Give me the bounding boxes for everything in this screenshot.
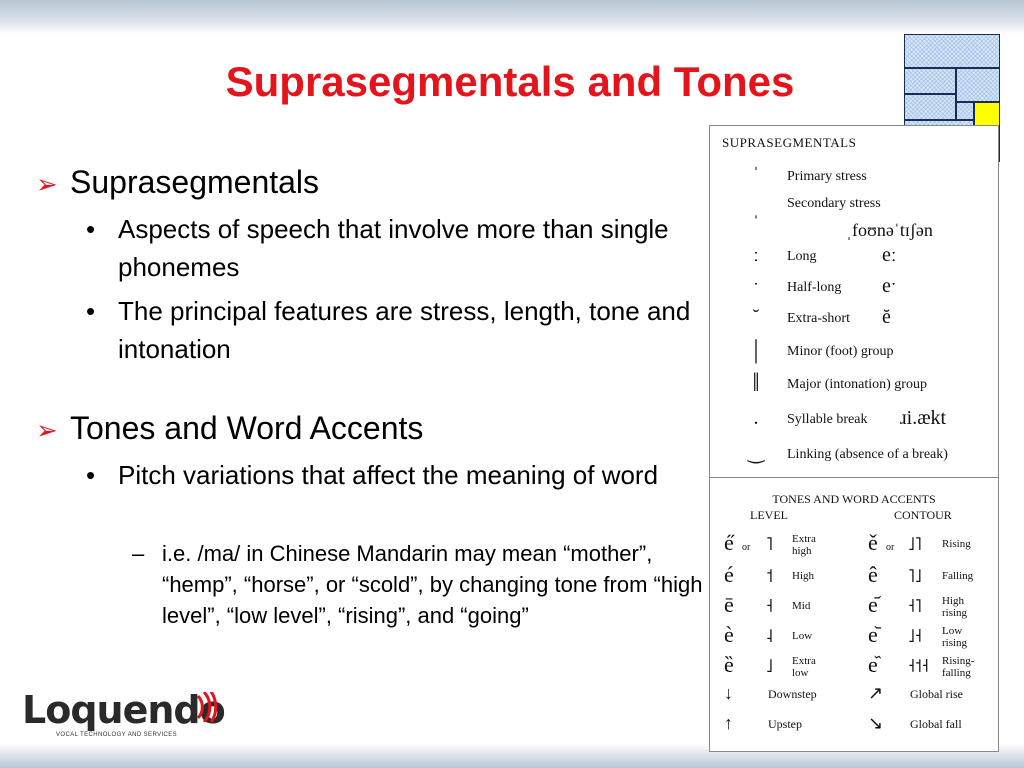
dot-bullet-icon: • xyxy=(86,214,96,244)
supr-row: ː Long eː xyxy=(753,244,897,266)
tone-row: e̋ or ˥ Extra high ě or ˩˥ Rising xyxy=(724,530,971,557)
tones-header: TONES AND WORD ACCENTS xyxy=(772,492,936,506)
sound-waves-icon xyxy=(194,692,224,722)
loquendo-logo xyxy=(22,688,225,744)
supr-row: ˈ Primary stress xyxy=(752,164,867,186)
downstep-icon: ↓ xyxy=(724,683,733,703)
sub-bullet: • Pitch variations that affect the meaning of word xyxy=(86,456,706,494)
suprasegmentals-header: SUPRASEGMENTALS xyxy=(722,135,857,150)
supr-row: ˑ Half-long eˑ xyxy=(753,275,897,297)
section-divider xyxy=(710,477,998,478)
global-fall-icon: ↘ xyxy=(868,713,884,733)
ipa-chart xyxy=(709,125,999,752)
supr-row: | Minor (foot) group xyxy=(753,335,894,364)
tone-row: ē ˧ Mid e᷄ ˧˥ High rising xyxy=(724,592,968,619)
level-header: LEVEL xyxy=(750,508,788,522)
logo-wordmark: Loquendo xyxy=(22,688,225,732)
supr-row: . Syllable break ɹi.ækt xyxy=(753,407,947,429)
arrow-row: ↑ Upstep ↘ Global fall xyxy=(724,713,962,733)
dash-bullet: – xyxy=(132,541,145,566)
bullet-suprasegmentals: ➢ Suprasegmentals xyxy=(36,162,319,204)
arrow-bullet-icon: ➢ xyxy=(36,415,58,445)
supr-row: ˌ Secondary stress ˌfoʊnəˈtɪʃən xyxy=(752,196,933,240)
contour-header: CONTOUR xyxy=(894,508,952,522)
sub-sub-bullet: – i.e. /ma/ in Chinese Mandarin may mean “mother”, “hemp”, “horse”, or “scold”, by changing tone from “high level”, “low level”, “rising”, and “going” xyxy=(132,538,722,631)
dot-bullet-icon: • xyxy=(86,296,96,326)
tone-row: è ˨ Low e᷅ ˩˧ Low rising xyxy=(724,622,968,649)
upstep-icon: ↑ xyxy=(724,713,733,733)
sub-bullet: • Aspects of speech that involve more than single phonemes xyxy=(86,210,706,286)
slide-title: Suprasegmentals and Tones xyxy=(225,58,795,105)
logo-tagline: VOCAL TECHNOLOGY AND SERVICES xyxy=(56,732,178,738)
tone-row: é ˦ High ê ˥˩ Falling xyxy=(724,562,974,587)
tone-row: ȅ ˩ Extra low e᷈ ˧˦˧ Rising-falling xyxy=(724,652,975,679)
supr-row: ˘ Extra-short ĕ xyxy=(752,306,891,328)
arrow-bullet-icon: ➢ xyxy=(36,169,58,199)
sub-bullet: • The principal features are stress, length, tone and intonation xyxy=(86,292,706,368)
global-rise-icon: ↗ xyxy=(868,683,884,703)
top-gradient-band xyxy=(0,0,1024,34)
arrow-row: ↓ Downstep ↗ Global rise xyxy=(724,683,963,703)
supr-row: ‿ Linking (absence of a break) xyxy=(747,442,948,464)
dot-bullet-icon: • xyxy=(86,460,96,490)
bullet-tones: ➢ Tones and Word Accents xyxy=(36,408,423,450)
supr-row: ‖ Major (intonation) group xyxy=(752,368,927,397)
